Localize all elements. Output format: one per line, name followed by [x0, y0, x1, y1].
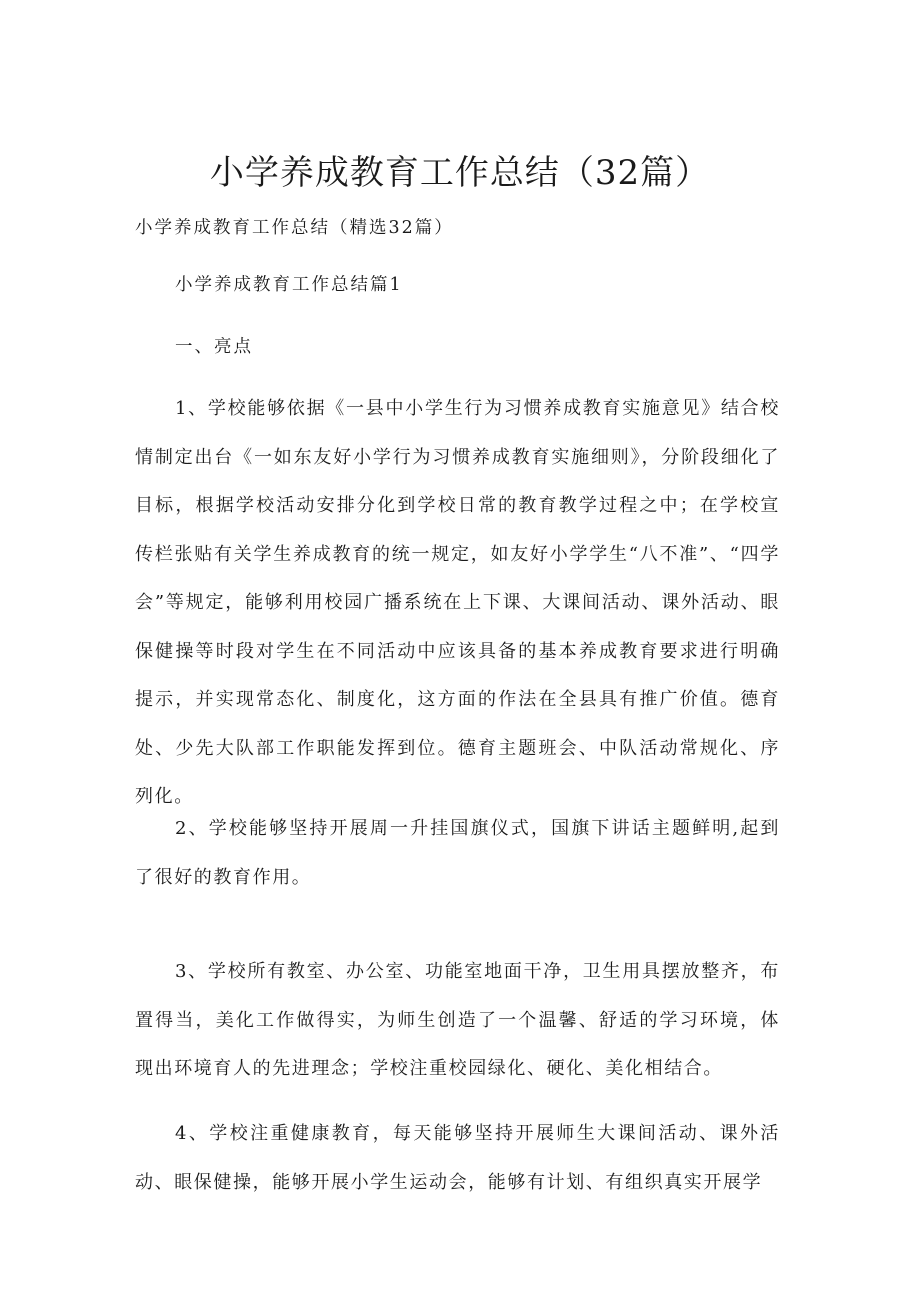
document-subtitle: 小学养成教育工作总结（精选32篇） — [135, 218, 454, 238]
paragraph-4: 4、学校注重健康教育，每天能够坚持开展师生大课间活动、课外活动、眼保健操，能够开展小学生运动会，能够有计划、有组织真实开展学 — [135, 1123, 780, 1193]
document-title: 小学养成教育工作总结（32篇） — [209, 153, 711, 193]
paragraph-2: 2、学校能够坚持开展周一升挂国旗仪式，国旗下讲话主题鲜明,起到了很好的教育作用。 — [135, 818, 780, 888]
section-title: 小学养成教育工作总结篇1 — [175, 275, 403, 295]
heading-highlights: 一、亮点 — [175, 337, 253, 357]
paragraph-3: 3、学校所有教室、办公室、功能室地面干净，卫生用具摆放整齐，布置得当，美化工作做得实，为师生创造了一个温馨、舒适的学习环境，体现出环境育人的先进理念；学校注重校园绿化、硬化、美化相结合。 — [135, 961, 780, 1079]
paragraph-1: 1、学校能够依据《一县中小学生行为习惯养成教育实施意见》结合校情制定出台《一如东友好小学行为习惯养成教育实施细则》，分阶段细化了目标，根据学校活动安排分化到学校日常的教育教学过程之中；在学校宣传栏张贴有关学生养成教育的统一规定，如友好小学学生“八不准”、“四学会”等规定，能够利用校园广播系统在上下课、大课间活动、课外活动、眼保健操等时段对学生在不同活动中应该具备的基本养成教育要求进行明确提示，并实现常态化、制度化，这方面的作法在全县具有推广价值。德育处、少先大队部工作职能发挥到位。德育主题班会、中队活动常规化、序列化。 — [135, 398, 780, 807]
